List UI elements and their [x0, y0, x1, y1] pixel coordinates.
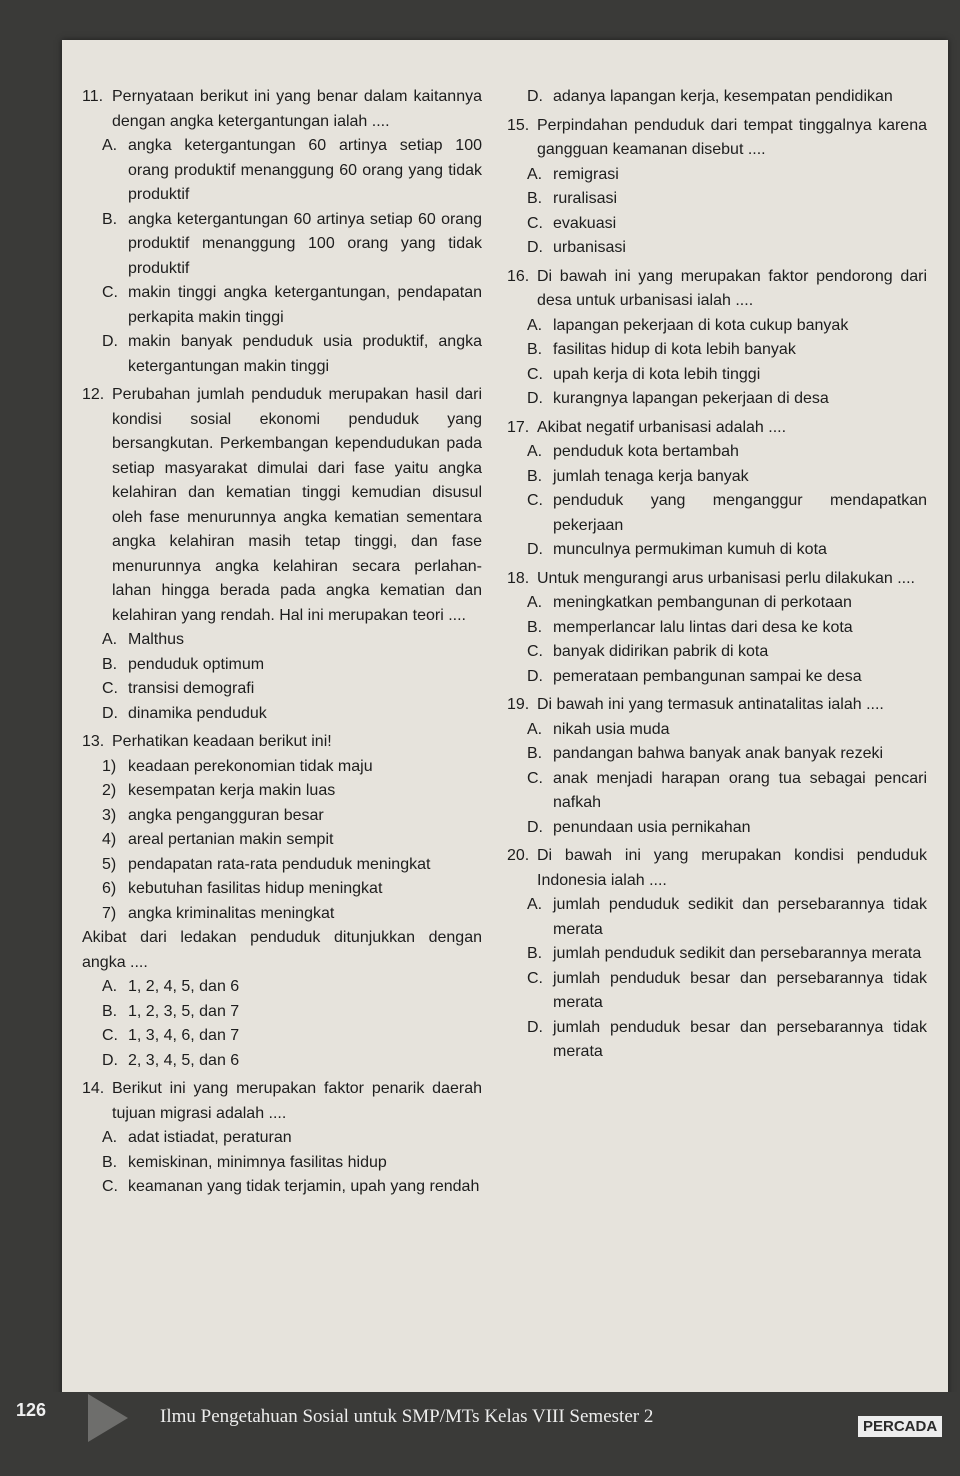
- statement-item: [102, 779, 482, 804]
- answer-option: [527, 816, 927, 841]
- statement-item: [102, 828, 482, 853]
- question-stem: [507, 693, 927, 718]
- answer-option: [102, 1126, 482, 1151]
- option-letter: A.: [102, 631, 118, 648]
- question-text: Di bawah ini yang termasuk antinatalitas ialah ....: [537, 696, 884, 713]
- answer-option: [527, 212, 927, 237]
- page-number: 126: [16, 1400, 47, 1420]
- option-letter: A.: [527, 443, 543, 460]
- statement-item: [102, 902, 482, 927]
- option-text: pandangan bahwa banyak anak banyak rezeki: [553, 745, 884, 762]
- question-number: 13.: [82, 733, 105, 750]
- question-number: 12.: [82, 386, 105, 403]
- statement-number: 5): [102, 855, 117, 873]
- option-text: angka ketergantungan 60 artinya setiap 60 orang produktif menanggung 100 orang yang tidak produktif: [128, 210, 482, 277]
- answer-option: [102, 1151, 482, 1176]
- option-letter: D.: [102, 704, 118, 722]
- question-stem: [507, 844, 927, 893]
- option-letter: B.: [527, 341, 543, 358]
- option-text: makin tinggi angka ketergantungan, pendapatan perkapita makin tinggi: [128, 284, 482, 326]
- option-text: angka ketergantungan 60 artinya setiap 100 orang produktif menanggung 60 orang yang tidak produktif: [128, 137, 482, 203]
- option-letter: C.: [102, 284, 118, 301]
- option-letter: B.: [102, 210, 118, 228]
- answer-option: [527, 163, 927, 188]
- statement-text: pendapatan rata-rata penduduk meningkat: [128, 855, 431, 873]
- answer-option: [527, 1016, 927, 1065]
- question-number: 11.: [82, 88, 104, 105]
- answer-option: [102, 1000, 482, 1025]
- question-stem: [82, 1077, 482, 1126]
- question-text: Akibat negatif urbanisasi adalah ....: [537, 418, 787, 436]
- publisher-logo: PERCADA: [858, 1416, 942, 1437]
- option-letter: D.: [527, 239, 543, 256]
- option-letter: D.: [102, 1051, 118, 1069]
- option-text: remigrasi: [553, 165, 619, 183]
- question-text: Perhatikan keadaan berikut ini!: [112, 733, 332, 750]
- question-text: Di bawah ini yang merupakan faktor pendorong dari desa untuk urbanisasi ialah ....: [537, 267, 927, 309]
- option-letter: C.: [527, 769, 543, 787]
- question-stem: [82, 383, 482, 628]
- option-letter: D.: [527, 1018, 543, 1036]
- option-letter: A.: [527, 896, 543, 913]
- answer-option: [102, 702, 482, 727]
- option-text: dinamika penduduk: [128, 704, 267, 722]
- option-letter: D.: [102, 333, 118, 350]
- answer-option: [102, 1175, 482, 1200]
- answer-option: [527, 338, 927, 363]
- option-letter: A.: [527, 720, 543, 738]
- question-stem: [82, 85, 482, 134]
- option-text: memperlancar lalu lintas dari desa ke kota: [553, 618, 853, 636]
- answer-option: [527, 665, 927, 690]
- option-text: jumlah penduduk besar dan persebarannya tidak merata: [553, 969, 927, 1011]
- option-text: jumlah penduduk sedikit dan persebarannya merata: [553, 945, 922, 962]
- answer-option: [527, 742, 927, 767]
- answer-option: [527, 591, 927, 616]
- option-text: anak menjadi harapan orang tua sebagai pencari nafkah: [553, 769, 927, 811]
- question-number: 14.: [82, 1080, 105, 1097]
- statement-item: [102, 755, 482, 780]
- option-letter: A.: [102, 1129, 118, 1146]
- option-text: ruralisasi: [553, 190, 618, 207]
- question: [82, 730, 482, 1073]
- question-stem: [82, 730, 482, 755]
- answer-option: [527, 440, 927, 465]
- option-letter: B.: [527, 467, 543, 485]
- question-number: 16.: [507, 267, 530, 285]
- statement-text: kebutuhan fasilitas hidup meningkat: [128, 880, 383, 897]
- option-letter: C.: [102, 680, 118, 697]
- question-number: 17.: [507, 418, 530, 436]
- option-letter: B.: [102, 1153, 118, 1171]
- option-text: penundaan usia pernikahan: [553, 818, 751, 836]
- question-stem: [507, 114, 927, 163]
- answer-option: [527, 387, 927, 412]
- question: [507, 114, 927, 261]
- option-text: munculnya permukiman kumuh di kota: [553, 541, 827, 558]
- option-text: adat istiadat, peraturan: [128, 1129, 292, 1146]
- answer-option: [527, 314, 927, 339]
- question: [82, 85, 482, 379]
- statement-number: 3): [102, 806, 117, 824]
- option-letter: D.: [527, 818, 543, 836]
- answer-option: [527, 187, 927, 212]
- option-text: urbanisasi: [553, 239, 626, 256]
- question: [82, 383, 482, 726]
- answer-option: [527, 616, 927, 641]
- answer-option: [102, 208, 482, 282]
- question-text: Berikut ini yang merupakan faktor penarik daerah tujuan migrasi adalah ....: [112, 1080, 482, 1122]
- answer-option: [102, 1024, 482, 1049]
- answer-option: [527, 236, 927, 261]
- left-column: [82, 85, 482, 1204]
- option-text: penduduk yang menganggur mendapatkan pekerjaan: [553, 492, 927, 534]
- statement-text: kesempatan kerja makin luas: [128, 782, 336, 799]
- option-text: pemerataan pembangunan sampai ke desa: [553, 667, 862, 685]
- answer-option: [527, 967, 927, 1016]
- answer-option: [102, 677, 482, 702]
- arrow-icon: [88, 1394, 128, 1442]
- answer-option: [527, 718, 927, 743]
- option-letter: B.: [527, 945, 543, 962]
- option-text: transisi demografi: [128, 680, 255, 697]
- answer-option: [527, 538, 927, 563]
- question: [507, 693, 927, 840]
- statement-text: angka pengangguran besar: [128, 806, 324, 824]
- option-letter: A.: [527, 594, 543, 611]
- option-text: penduduk kota bertambah: [553, 443, 739, 460]
- question-number: 20.: [507, 847, 530, 864]
- statement-item: [102, 853, 482, 878]
- option-text: kurangnya lapangan pekerjaan di desa: [553, 390, 829, 407]
- answer-option: [527, 465, 927, 490]
- option-letter: C.: [102, 1178, 118, 1195]
- statement-text: angka kriminalitas meningkat: [128, 904, 335, 922]
- question: [507, 567, 927, 690]
- option-letter: D.: [527, 667, 543, 685]
- option-text: jumlah penduduk besar dan persebarannya tidak merata: [553, 1018, 927, 1060]
- option-text: jumlah penduduk sedikit dan persebarannya tidak merata: [553, 896, 927, 938]
- answer-option: [527, 893, 927, 942]
- option-letter: D.: [527, 390, 543, 407]
- statement-text: areal pertanian makin sempit: [128, 831, 334, 848]
- question: [507, 844, 927, 1065]
- question-number: 19.: [507, 696, 530, 713]
- option-text: 1, 2, 4, 5, dan 6: [128, 978, 240, 995]
- question-stem: [507, 567, 927, 592]
- option-text: 1, 3, 4, 6, dan 7: [128, 1027, 240, 1044]
- statement-number: 2): [102, 782, 117, 799]
- question-stem: [507, 416, 927, 441]
- question-text: Perubahan jumlah penduduk merupakan hasil dari kondisi sosial ekonomi penduduk yang bersangkutan. Perkembangan kependudukan pada setiap masyarakat dimulai dari fase yaitu angka kelahiran dan kematian tinggi kemudian disusul oleh fase menurunnya angka kematian sementara angka kelahiran masih tetap tinggi, dan fase menurunnya angka kelahiran secara perlahan-lahan hingga berada pada angka kematian dan kelahiran yang rendah. Hal ini merupakan teori ....: [112, 386, 482, 624]
- option-text: lapangan pekerjaan di kota cukup banyak: [553, 316, 849, 334]
- question-text: Di bawah ini yang merupakan kondisi penduduk Indonesia ialah ....: [537, 847, 927, 889]
- question-stem: [507, 265, 927, 314]
- option-text: nikah usia muda: [553, 720, 670, 738]
- answer-option: [527, 767, 927, 816]
- answer-option: [527, 942, 927, 967]
- answer-option: [102, 330, 482, 379]
- right-column: [507, 85, 927, 1069]
- question: [507, 416, 927, 563]
- question-follow-up: Akibat dari ledakan penduduk ditunjukkan dengan angka ....: [82, 929, 482, 971]
- question-text: Untuk mengurangi arus urbanisasi perlu dilakukan ....: [537, 569, 915, 587]
- question-text: Perpindahan penduduk dari tempat tinggalnya karena gangguan keamanan disebut ....: [537, 116, 927, 158]
- option-text: meningkatkan pembangunan di perkotaan: [553, 594, 852, 611]
- answer-option: [527, 640, 927, 665]
- question: [507, 85, 927, 110]
- answer-option: [102, 975, 482, 1000]
- option-letter: B.: [527, 745, 543, 762]
- option-letter: A.: [102, 137, 118, 154]
- answer-option: [527, 85, 927, 110]
- option-letter: C.: [527, 365, 543, 383]
- statement-number: 7): [102, 904, 117, 922]
- option-letter: B.: [527, 618, 543, 636]
- question-number: 15.: [507, 116, 530, 134]
- question-number: 18.: [507, 569, 530, 587]
- option-letter: A.: [527, 316, 543, 334]
- option-text: 2, 3, 4, 5, dan 6: [128, 1051, 240, 1069]
- option-text: keamanan yang tidak terjamin, upah yang rendah: [128, 1178, 480, 1195]
- option-letter: A.: [102, 978, 118, 995]
- answer-option: [527, 363, 927, 388]
- statement-text: keadaan perekonomian tidak maju: [128, 757, 373, 775]
- option-text: adanya lapangan kerja, kesempatan pendidikan: [553, 88, 893, 105]
- option-text: 1, 2, 3, 5, dan 7: [128, 1002, 240, 1020]
- statement-item: [102, 877, 482, 902]
- answer-option: [102, 628, 482, 653]
- statement-item: [102, 804, 482, 829]
- answer-option: [102, 1049, 482, 1074]
- answer-option: [102, 653, 482, 678]
- statement-number: 4): [102, 831, 117, 848]
- option-text: jumlah tenaga kerja banyak: [553, 467, 749, 485]
- statement-number: 1): [102, 757, 117, 775]
- question: [82, 1077, 482, 1200]
- option-letter: B.: [102, 655, 118, 673]
- option-letter: C.: [527, 643, 543, 660]
- option-letter: B.: [527, 190, 543, 207]
- option-text: makin banyak penduduk usia produktif, angka ketergantungan makin tinggi: [128, 333, 482, 375]
- option-text: evakuasi: [553, 214, 617, 232]
- option-letter: D.: [527, 88, 543, 105]
- option-letter: A.: [527, 165, 543, 183]
- option-letter: C.: [102, 1027, 118, 1044]
- option-text: upah kerja di kota lebih tinggi: [553, 365, 761, 383]
- question: [507, 265, 927, 412]
- option-text: Malthus: [128, 631, 185, 648]
- option-letter: C.: [527, 969, 543, 987]
- question-text: Pernyataan berikut ini yang benar dalam kaitannya dengan angka ketergantungan ialah ....: [112, 88, 482, 130]
- option-letter: C.: [527, 214, 543, 232]
- answer-option: [102, 134, 482, 208]
- statement-number: 6): [102, 880, 117, 897]
- book-page: [62, 40, 948, 1430]
- option-letter: D.: [527, 541, 543, 558]
- page-footer: [0, 1392, 960, 1476]
- book-title: Ilmu Pengetahuan Sosial untuk SMP/MTs Kelas VIII Semester 2: [160, 1406, 654, 1427]
- option-letter: C.: [527, 492, 543, 509]
- option-text: banyak didirikan pabrik di kota: [553, 643, 769, 660]
- option-letter: B.: [102, 1002, 118, 1020]
- answer-option: [102, 281, 482, 330]
- option-text: penduduk optimum: [128, 655, 265, 673]
- option-text: kemiskinan, minimnya fasilitas hidup: [128, 1153, 387, 1171]
- option-text: fasilitas hidup di kota lebih banyak: [553, 341, 796, 358]
- answer-option: [527, 489, 927, 538]
